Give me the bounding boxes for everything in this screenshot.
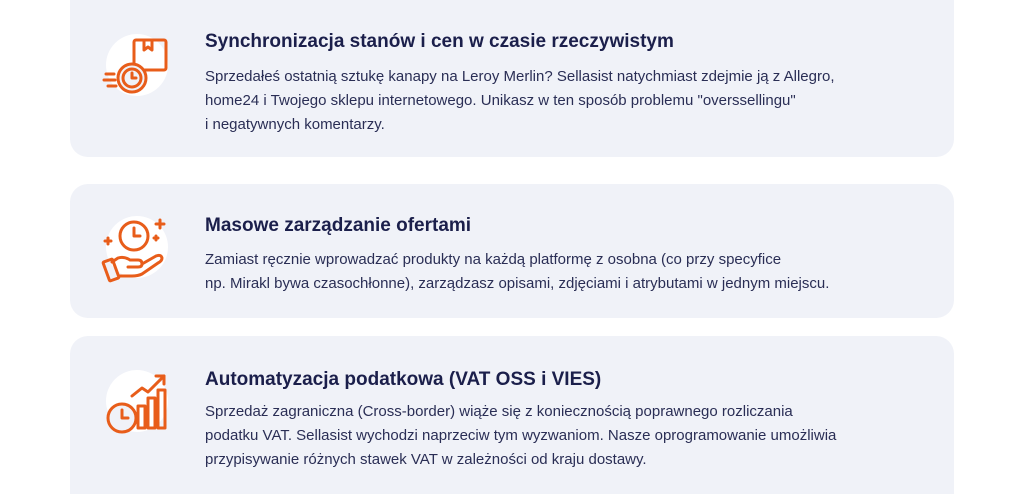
description-line: Sprzedałeś ostatnią sztukę kanapy na Leroy Merlin? Sellasist natychmiast zdejmie ją z Allegro, (205, 68, 835, 85)
feature-description (205, 248, 935, 296)
description-line: i negatywnych komentarzy. (205, 116, 385, 133)
description-line: Sprzedaż zagraniczna (Cross-border) wiąże się z koniecznością poprawnego rozliczania (205, 403, 793, 420)
box-clock-icon (98, 30, 178, 110)
description-line: podatku VAT. Sellasist wychodzi naprzeciw tym wyzwaniom. Nasze oprogramowanie umożliwia (205, 427, 837, 444)
feature-card-tax (70, 336, 954, 494)
hand-clock-icon (98, 212, 178, 292)
feature-title: Automatyzacja podatkowa (VAT OSS i VIES) (205, 369, 602, 390)
description-line: Zamiast ręcznie wprowadzać produkty na każdą platformę z osobna (co przy specyfice (205, 251, 782, 268)
feature-card-offers (70, 184, 954, 318)
feature-title: Masowe zarządzanie ofertami (205, 215, 472, 236)
feature-card-sync (70, 0, 954, 157)
description-line: np. Mirakl bywa czasochłonne), zarządzasz opisami, zdjęciami i atrybutami w jednym miejscu. (205, 275, 830, 292)
feature-description (205, 400, 935, 472)
feature-title: Synchronizacja stanów i cen w czasie rzeczywistym (205, 31, 674, 52)
description-line: przypisywanie różnych stawek VAT w zależności od kraju dostawy. (205, 451, 647, 468)
description-line: home24 i Twojego sklepu internetowego. Unikasz w ten sposób problemu "overssellingu" (205, 92, 796, 109)
chart-clock-icon (98, 366, 178, 446)
feature-description (205, 65, 935, 137)
